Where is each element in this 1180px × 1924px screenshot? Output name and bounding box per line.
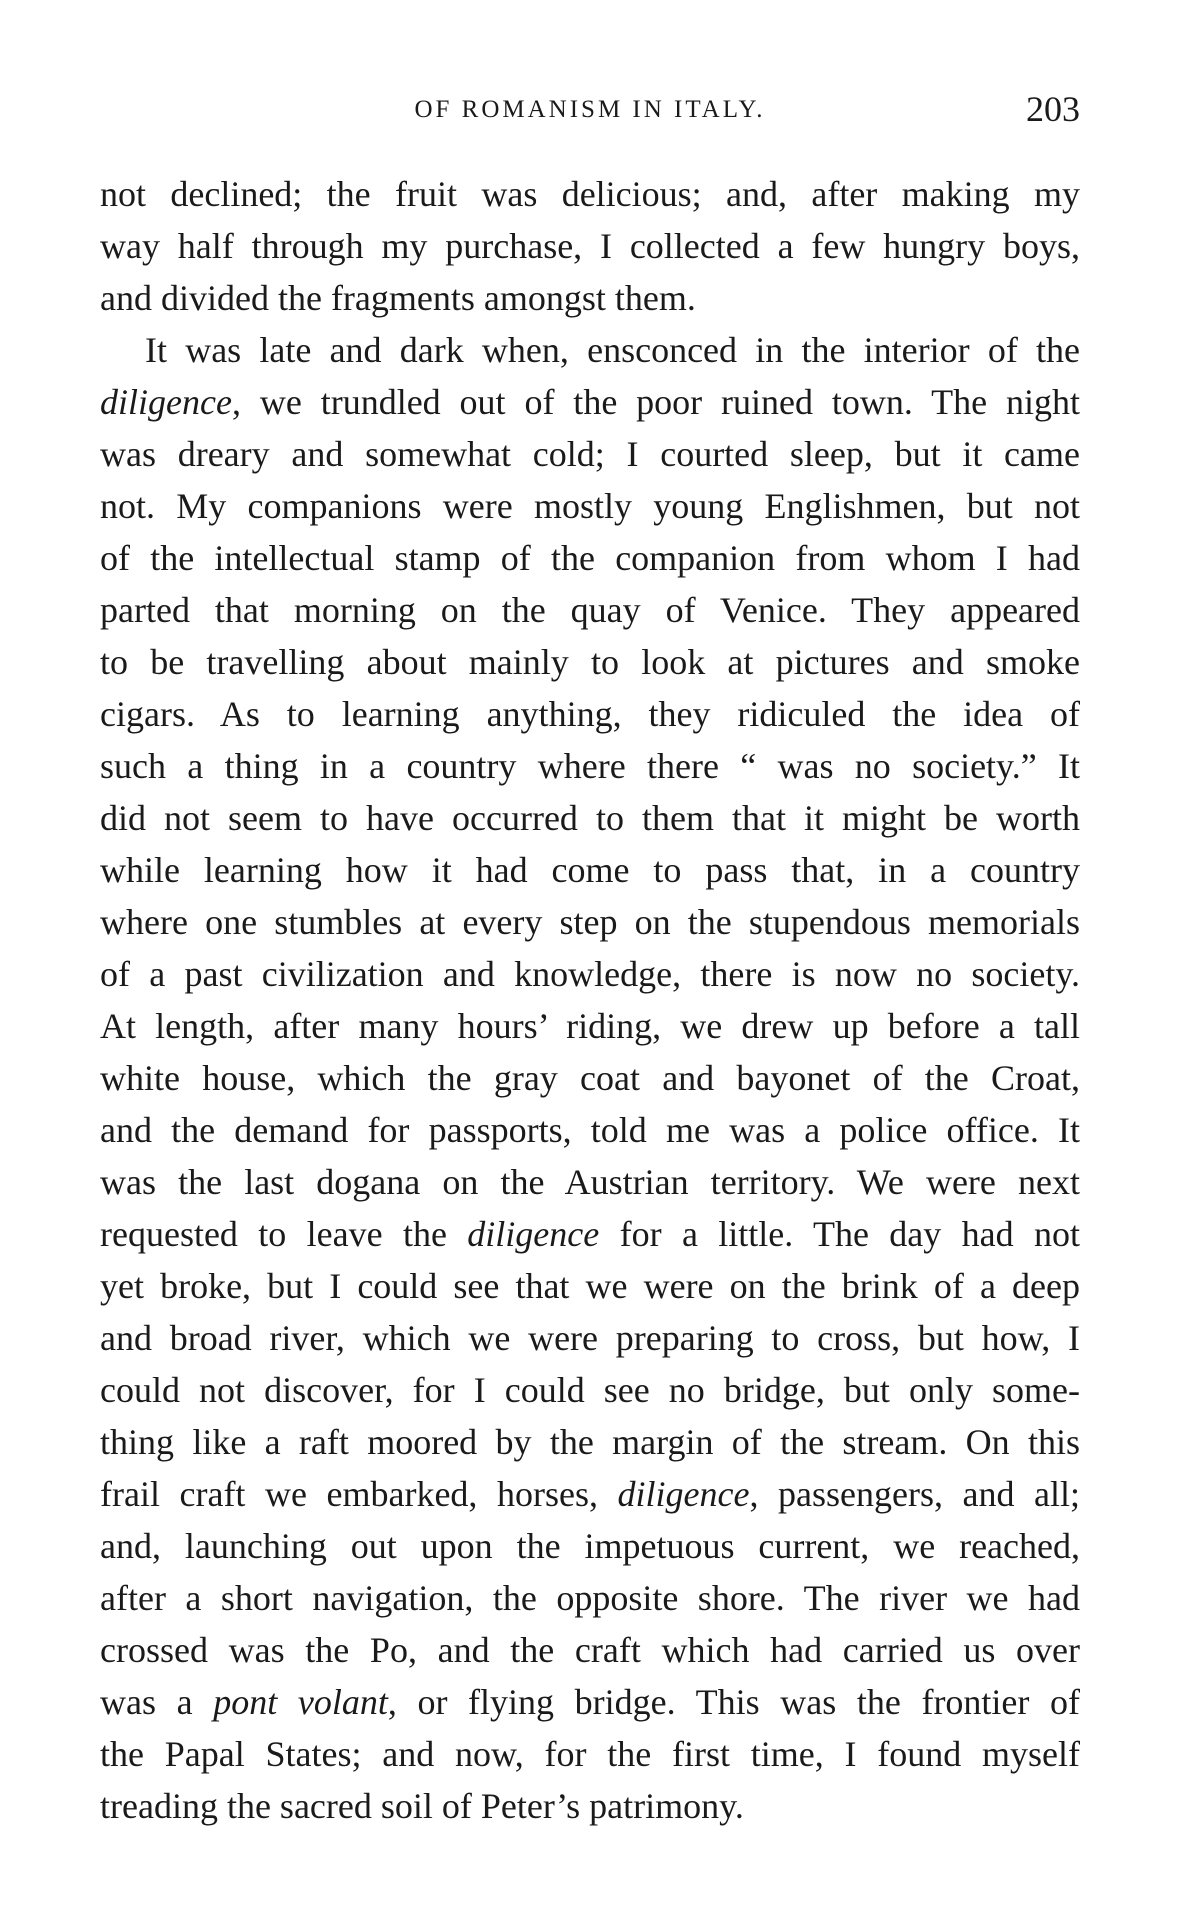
text-line: of the intellectual stamp of the companion from whom I had: [100, 538, 1080, 578]
italic-term: diligence: [617, 1474, 750, 1514]
text-line: white house, which the gray coat and bayonet of the Croat,: [100, 1058, 1080, 1098]
text-line: of a past civilization and knowledge, there is now no society.: [100, 954, 1080, 994]
italic-term: diligence: [100, 382, 232, 422]
text-line: crossed was the Po, and the craft which had carried us over: [100, 1630, 1080, 1670]
text-line: yet broke, but I could see that we were on the brink of a deep: [100, 1266, 1080, 1306]
text-line: not. My companions were mostly young Englishmen, but not: [100, 486, 1080, 526]
text-line: was the last dogana on the Austrian territory. We were next: [100, 1162, 1080, 1202]
text-line: was a pont volant, or flying bridge. This was the frontier of: [100, 1682, 1081, 1722]
italic-term: pont volant: [213, 1682, 388, 1722]
text-line: while learning how it had come to pass that, in a country: [100, 850, 1080, 890]
text-line: At length, after many hours’ riding, we drew up before a tall: [100, 1006, 1080, 1046]
body-text: [100, 168, 1080, 1832]
text-line: could not discover, for I could see no bridge, but only some-: [100, 1370, 1080, 1410]
text-line: way half through my purchase, I collected a few hungry boys,: [100, 226, 1080, 266]
text-line: such a thing in a country where there “ was no society.” It: [100, 746, 1080, 786]
text-line: where one stumbles at every step on the stupendous memorials: [100, 902, 1080, 942]
running-head: OF ROMANISM IN ITALY.: [414, 96, 766, 123]
text-line: frail craft we embarked, horses, diligence, passengers, and all;: [100, 1474, 1080, 1514]
page-number: 203: [1026, 89, 1080, 129]
text-line: cigars. As to learning anything, they ridiculed the idea of: [100, 694, 1080, 734]
text-line: thing like a raft moored by the margin of the stream. On this: [100, 1422, 1080, 1462]
text-line: and divided the fragments amongst them.: [100, 278, 696, 318]
page-header: [100, 88, 1080, 138]
text-line: was dreary and somewhat cold; I courted sleep, but it came: [100, 434, 1080, 474]
text-line: and, launching out upon the impetuous current, we reached,: [100, 1526, 1080, 1566]
text-line: and the demand for passports, told me was a police office. It: [100, 1110, 1080, 1150]
text-line: diligence, we trundled out of the poor ruined town. The night: [100, 382, 1080, 422]
text-line: treading the sacred soil of Peter’s patrimony.: [100, 1786, 744, 1826]
italic-term: diligence: [467, 1214, 600, 1254]
text-line: did not seem to have occurred to them that it might be worth: [100, 798, 1080, 838]
text-line: It was late and dark when, ensconced in the interior of the: [145, 330, 1080, 370]
text-line: after a short navigation, the opposite shore. The river we had: [100, 1578, 1080, 1618]
text-line: parted that morning on the quay of Venice. They appeared: [100, 590, 1080, 630]
text-line: requested to leave the diligence for a little. The day had not: [100, 1214, 1080, 1254]
text-line: and broad river, which we were preparing to cross, but how, I: [100, 1318, 1080, 1358]
text-line: not declined; the fruit was delicious; and, after making my: [100, 174, 1080, 214]
text-line: to be travelling about mainly to look at pictures and smoke: [100, 642, 1080, 682]
text-line: the Papal States; and now, for the first time, I found myself: [100, 1734, 1080, 1774]
